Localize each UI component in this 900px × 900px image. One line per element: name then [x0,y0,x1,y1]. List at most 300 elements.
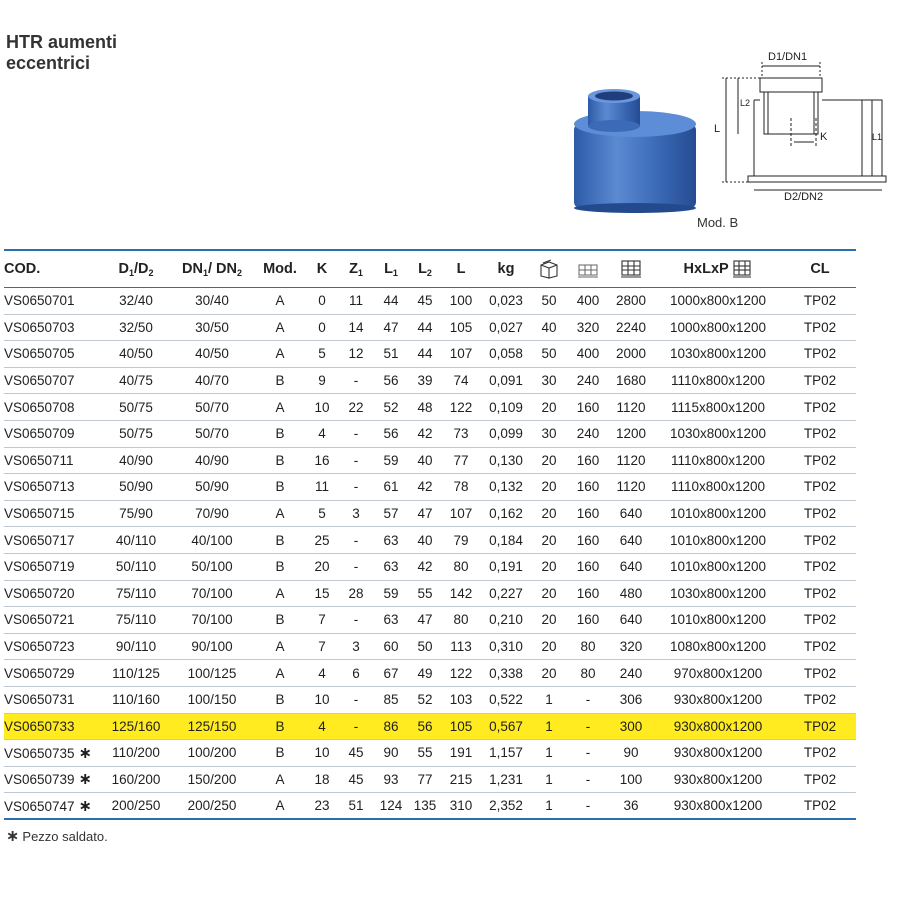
welded-marker: ∗ [78,744,92,762]
cell-l: 73 [453,426,469,442]
col-l1: $L_1$ [384,260,398,278]
cell-cod [4,420,102,447]
table-body [4,288,856,820]
col-z1: $Z_1$ [349,260,363,278]
cell-box: 20 [541,532,557,548]
footnote-star: ∗ [6,828,20,845]
col-kg: kg [497,261,515,277]
cell-dim: 1000x800x1200 [669,293,767,309]
product-code: VS0650729 [4,665,75,681]
cell-pallet: 1200 [615,426,647,442]
cell-k: 23 [314,798,330,814]
cell-pallet: 300 [610,713,652,740]
cell-d: 75/110 [115,585,157,601]
cell-pallet: 640 [619,559,643,575]
cell-l: 191 [449,745,473,761]
cell-pallet: 90 [623,745,639,761]
cell-l1: 93 [383,771,399,787]
product-code: VS0650713 [4,479,75,495]
cell-mod: A [275,346,285,362]
cell-cl: TP02 [803,399,837,415]
cell-pallet: 640 [619,612,643,628]
col-l2: $L_2$ [418,260,432,278]
cell-l1: 52 [383,399,399,415]
cell-layer: 160 [576,399,600,415]
cell-d: 200/250 [111,798,161,814]
cell-dim: 1030x800x1200 [669,426,767,442]
model-label: Mod. B [697,215,739,230]
cell-d: 32/40 [119,293,153,309]
cell-layer: - [585,771,591,787]
cell-dn: 50/70 [195,426,229,442]
cell-l: 122 [449,665,473,681]
cell-kg: 0,027 [489,319,523,335]
cell-cl: TP02 [803,559,837,575]
cell-layer: - [566,713,610,740]
table-row [4,580,856,607]
cell-l1: 90 [383,745,399,761]
table-row [4,527,856,554]
cell-l1: 86 [374,713,408,740]
table-row [4,367,856,394]
cell-pallet: 306 [619,692,643,708]
dim-top-label: D1/DN1 [768,51,808,63]
cell-dn: 70/100 [191,585,233,601]
cell-dn: 50/90 [195,479,229,495]
cell-dn: 40/90 [195,452,229,468]
cell-d: 75/90 [119,506,153,522]
product-image [568,86,708,216]
cell-mod: B [275,559,285,575]
cell-kg: 2,352 [489,798,523,814]
cell-cod [4,341,102,368]
table-row [4,607,856,634]
cell-k: 10 [314,692,330,708]
title-line-1: HTR aumenti [6,32,118,52]
cell-k: 5 [318,346,326,362]
cell-kg: 0,191 [489,559,523,575]
cell-dn: 150/200 [187,771,237,787]
cell-z: 22 [348,399,364,415]
table-row [4,740,856,767]
cell-mod: A [275,585,285,601]
cell-z: - [353,532,359,548]
cell-mod: B [275,612,285,628]
cell-l2: 52 [417,692,433,708]
cell-dim: 930x800x1200 [673,692,763,708]
cell-cl: TP02 [803,293,837,309]
cell-dn: 100/125 [187,665,237,681]
cell-l1: 47 [383,319,399,335]
cell-l2: 47 [417,612,433,628]
cell-l2: 50 [417,639,433,655]
col-mod: Mod. [263,261,297,277]
cell-dn: 40/100 [191,532,233,548]
dim-k-label: K [820,131,828,143]
cell-z: - [353,426,359,442]
col-l: L [456,261,466,277]
cell-d: 160/200 [111,771,161,787]
cell-mod: B [275,452,285,468]
cell-l1: 59 [383,452,399,468]
cell-cod [4,580,102,607]
cell-kg: 0,522 [489,692,523,708]
cell-kg: 0,162 [489,506,523,522]
cell-kg: 0,227 [489,585,523,601]
cell-kg: 0,091 [489,373,523,389]
col-cod: COD. [4,261,41,277]
dim-bottom-label: D2/DN2 [784,191,824,203]
cell-kg: 0,132 [489,479,523,495]
cell-pallet: 640 [619,506,643,522]
cell-layer: 160 [576,532,600,548]
cell-mod: A [275,506,285,522]
cell-l1: 57 [383,506,399,522]
cell-cod [4,686,102,713]
cell-l: 105 [442,713,480,740]
cell-l2: 47 [417,506,433,522]
cell-z: 3 [352,506,360,522]
cell-cod [4,288,102,315]
cell-box: 1 [545,745,553,761]
cell-mod: B [275,373,285,389]
product-code: VS0650717 [4,532,75,548]
cell-l2: 135 [413,798,437,814]
cell-l: 107 [449,346,473,362]
cell-l1: 63 [383,612,399,628]
cell-mod: A [275,771,285,787]
cell-d: 50/90 [119,479,153,495]
col-dn: $DN_1/$ $DN_2$ [182,260,242,278]
cell-layer: 160 [576,452,600,468]
cell-dn: 70/100 [191,612,233,628]
cell-dim: 930x800x1200 [652,713,784,740]
cell-l1: 60 [383,639,399,655]
cell-dim: 1080x800x1200 [669,639,767,655]
cell-pallet: 2000 [615,346,647,362]
product-code: VS0650719 [4,559,75,575]
cell-cl: TP02 [803,346,837,362]
table-row [4,686,856,713]
product-code: VS0650723 [4,639,75,655]
cell-l: 310 [449,798,473,814]
cell-l: 78 [453,479,469,495]
cell-l: 107 [449,506,473,522]
cell-k: 18 [314,771,330,787]
cell-pallet: 2800 [615,293,647,309]
cell-cod [4,607,102,634]
cell-cl: TP02 [803,745,837,761]
cell-kg: 0,023 [489,293,523,309]
cell-cod [4,793,102,820]
cell-k: 10 [314,745,330,761]
cell-dn: 30/50 [195,319,229,335]
cell-cl: TP02 [803,532,837,548]
cell-mod: B [275,479,285,495]
cell-l: 100 [449,293,473,309]
footnote [6,826,108,846]
cell-k: 0 [318,293,326,309]
cell-k: 4 [306,713,338,740]
table-header-row [4,250,856,288]
cell-z: - [353,452,359,468]
table-row [4,713,856,740]
cell-dim: 930x800x1200 [673,745,763,761]
cell-d: 110/200 [112,745,160,761]
cell-mod: A [275,665,285,681]
dim-l-label: L [714,123,721,135]
cell-l2: 42 [417,426,433,442]
product-code: VS0650711 [4,452,74,468]
col-hxlxp: HxLxP [652,250,784,288]
cell-z: 3 [352,639,360,655]
cell-mod: A [275,798,285,814]
cell-l: 122 [449,399,473,415]
cell-cod [4,660,102,687]
cell-layer: 160 [576,506,600,522]
cell-mod: A [275,319,285,335]
cell-l1: 56 [383,373,399,389]
cell-d: 40/90 [119,452,153,468]
dim-l1-label: L1 [872,132,883,142]
cell-dim: 1010x800x1200 [669,559,767,575]
cell-layer: 240 [576,373,600,389]
cell-dim: 970x800x1200 [673,665,763,681]
table-row [4,288,856,315]
cell-z: - [353,692,359,708]
cell-k: 7 [318,612,326,628]
cell-box: 1 [545,692,553,708]
cell-l1: 63 [383,559,399,575]
cell-layer: 400 [576,346,600,362]
cell-z: 28 [348,585,364,601]
cell-kg: 0,310 [489,639,523,655]
cell-z: - [353,559,359,575]
cell-k: 10 [314,399,330,415]
cell-l2: 48 [417,399,433,415]
cell-box: 20 [541,585,557,601]
cell-z: 12 [348,346,364,362]
cell-box: 20 [541,612,557,628]
cell-k: 0 [318,319,326,335]
cell-l1: 67 [383,665,399,681]
cell-dn: 100/150 [187,692,237,708]
cell-dn: 125/150 [170,713,254,740]
cell-cod [4,766,102,793]
product-code: VS0650703 [4,319,75,335]
cell-mod: B [275,532,285,548]
cell-dim: 1030x800x1200 [669,346,767,362]
cell-dn: 50/100 [191,559,233,575]
cell-k: 4 [318,426,326,442]
cell-l2: 56 [408,713,442,740]
cell-l1: 85 [383,692,399,708]
cell-dim: 1010x800x1200 [669,532,767,548]
cell-cod [4,527,102,554]
col-pallet [610,250,652,288]
page-title [6,32,117,74]
table-row [4,500,856,527]
cell-l2: 49 [417,665,433,681]
cell-dn: 50/70 [195,399,229,415]
cell-dim: 1115x800x1200 [670,399,766,415]
cell-dim: 1010x800x1200 [669,612,767,628]
cell-dn: 30/40 [195,293,229,309]
cell-cod [4,447,102,474]
cell-pallet: 1120 [616,452,646,468]
cell-pallet: 320 [619,639,643,655]
cell-cl: TP02 [803,692,837,708]
product-code: VS0650721 [4,612,75,628]
product-code: VS0650701 [4,293,75,309]
cell-cod [4,394,102,421]
cell-l1: 59 [383,585,399,601]
cell-pallet: 480 [619,585,643,601]
cell-pallet: 1680 [615,373,647,389]
cell-l1: 63 [383,532,399,548]
cell-l: 103 [449,692,473,708]
cell-cl: TP02 [803,585,837,601]
cell-dn: 90/100 [191,639,233,655]
footnote-text: Pezzo saldato. [22,829,108,844]
cell-layer: 160 [576,559,600,575]
product-code: VS0650708 [4,399,75,415]
cell-l: 79 [453,532,469,548]
cell-layer: 160 [576,479,600,495]
cell-layer: 160 [576,585,600,601]
cell-k: 4 [318,665,326,681]
cell-k: 16 [314,452,330,468]
cell-box: 40 [541,319,557,335]
cell-k: 9 [318,373,326,389]
cell-cl: TP02 [803,506,837,522]
cell-pallet: 240 [619,665,643,681]
table-row [4,474,856,501]
cell-cl: TP02 [803,665,837,681]
cell-cod [4,740,102,767]
cell-l: 105 [449,319,473,335]
cell-cod [4,474,102,501]
cell-dn: 200/250 [187,798,237,814]
cell-l2: 45 [417,293,433,309]
cell-cl: TP02 [803,612,837,628]
cell-cl: TP02 [784,713,856,740]
cell-l: 215 [449,771,473,787]
cell-l1: 56 [383,426,399,442]
cell-z: 45 [348,771,364,787]
product-code: VS0650747 [4,798,75,814]
cell-z: 6 [352,665,360,681]
cell-layer: 80 [580,639,596,655]
cell-box: 20 [541,479,557,495]
cell-dim: 1000x800x1200 [669,319,767,335]
cell-dim: 1010x800x1200 [669,506,767,522]
cell-d: 32/50 [119,319,153,335]
pallet-icon [619,259,643,279]
cell-cod [4,553,102,580]
cell-dim: 930x800x1200 [673,771,763,787]
cell-kg: 0,109 [489,399,523,415]
pallet-layer-icon [576,259,600,279]
table-row [4,394,856,421]
cell-dn: 70/90 [195,506,229,522]
cell-mod: B [275,692,285,708]
cell-kg: 0,210 [489,612,523,628]
table-row [4,633,856,660]
cell-l: 77 [453,452,469,468]
cell-cl: TP02 [803,771,837,787]
cell-layer: - [585,692,591,708]
table-row [4,553,856,580]
spec-table [4,249,856,820]
col-box [532,250,566,288]
cell-k: 7 [318,639,326,655]
technical-drawing [712,48,892,208]
cell-layer: 160 [576,612,600,628]
product-code: VS0650709 [4,426,75,442]
table-row [4,793,856,820]
cell-cod [4,314,102,341]
table-row [4,420,856,447]
col-layer [566,250,610,288]
cell-z: - [338,713,374,740]
cell-d: 50/75 [119,399,153,415]
cell-mod: A [275,639,285,655]
cell-l2: 55 [417,585,433,601]
cell-d: 75/110 [115,612,157,628]
cell-layer: 400 [576,293,600,309]
product-code: VS0650705 [4,346,75,362]
cell-box: 1 [545,771,553,787]
cell-l1: 44 [383,293,399,309]
cell-mod: A [275,293,285,309]
cell-cl: TP02 [803,319,837,335]
table-row [4,447,856,474]
product-code: VS0650739 [4,772,75,788]
cell-box: 1 [545,798,553,814]
cell-kg: 1,157 [489,745,523,761]
cell-dn: 40/70 [195,373,229,389]
cell-mod: B [254,713,306,740]
cell-l: 80 [453,612,469,628]
cell-l: 142 [449,585,473,601]
cell-layer: - [585,798,591,814]
cell-cl: TP02 [803,373,837,389]
table-row [4,766,856,793]
cell-box: 20 [541,639,557,655]
cell-d: 110/160 [112,692,160,708]
cell-pallet: 640 [619,532,643,548]
cell-z: - [353,612,359,628]
cell-box: 1 [532,713,566,740]
cell-l2: 44 [417,319,433,335]
cell-dn: 40/50 [195,346,229,362]
cell-box: 50 [541,346,557,362]
welded-marker: ∗ [78,797,92,815]
cell-z: 14 [348,319,364,335]
cell-z: 11 [348,293,363,309]
cell-z: - [353,373,359,389]
cell-box: 20 [541,665,557,681]
cell-mod: B [275,745,285,761]
cell-cl: TP02 [803,426,837,442]
cell-cl: TP02 [803,479,837,495]
cell-d: 40/75 [119,373,153,389]
cell-dn: 100/200 [187,745,237,761]
cell-cl: TP02 [803,639,837,655]
cell-l2: 77 [417,771,433,787]
cell-box: 50 [541,293,557,309]
